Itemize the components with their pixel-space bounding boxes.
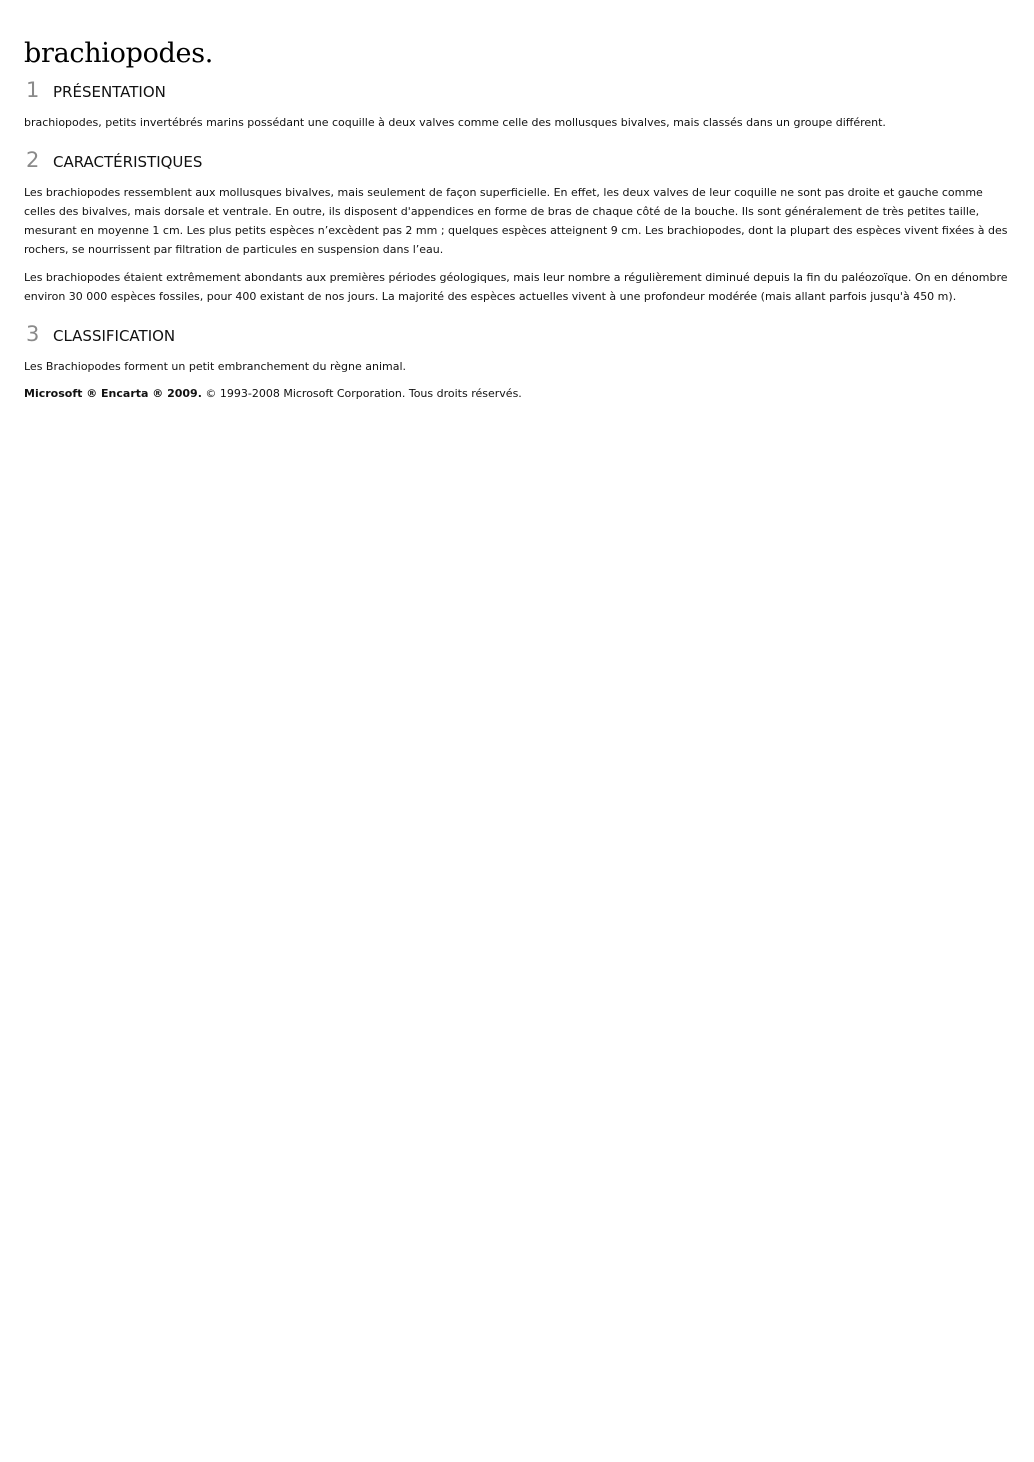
paragraph: Les brachiopodes ressemblent aux mollusques bivalves, mais seulement de façon superficielle. En effet, les deux valves de leur coquille ne sont pas droite et gauche comme celles des bivalves, mais dorsale et ventrale. En outre, ils disposent d'appendices en forme de bras de chaque côté de la bouche. Ils sont généralement de très petites taille, mesurant en moyenne 1 cm. Les plus petits espèces n’excèdent pas 2 mm ; quelques espèces atteignent 9 cm. Les brachiopodes, dont la plupart des espèces vivent fixées à des rochers, se nourrissent par filtration de particules en suspension dans l’eau. [24,186,1008,256]
copyright-text: © 1993-2008 Microsoft Corporation. Tous droits réservés. [201,387,522,400]
section-heading [24,78,1010,106]
document-title: brachiopodes. [24,38,214,69]
section-heading [24,148,1010,176]
copyright-notice [24,384,1010,403]
section-presentation [24,78,1010,132]
section-caracteristiques [24,148,1010,306]
section-title: PRÉSENTATION [53,83,166,101]
section-number: 2 [26,148,40,172]
paragraph: brachiopodes, petits invertébrés marins possédant une coquille à deux valves comme celle des mollusques bivalves, mais classés dans un groupe différent. [24,116,886,129]
paragraph: Les brachiopodes étaient extrêmement abondants aux premières périodes géologiques, mais leur nombre a régulièrement diminué depuis la fin du paléozoïque. On en dénombre environ 30 000 espèces fossiles, pour 400 existant de nos jours. La majorité des espèces actuelles vivent à une profondeur modérée (mais allant parfois jusqu'à 450 m). [24,271,1008,303]
document-page [24,36,1010,403]
section-number: 3 [26,322,40,346]
paragraph: Les Brachiopodes forment un petit embranchement du règne animal. [24,360,407,373]
section-title: CLASSIFICATION [53,327,176,345]
source-name: Microsoft ® Encarta ® 2009. [24,387,202,400]
section-title: CARACTÉRISTIQUES [53,153,203,171]
section-heading [24,322,1010,350]
section-classification [24,322,1010,376]
section-number: 1 [26,78,40,102]
